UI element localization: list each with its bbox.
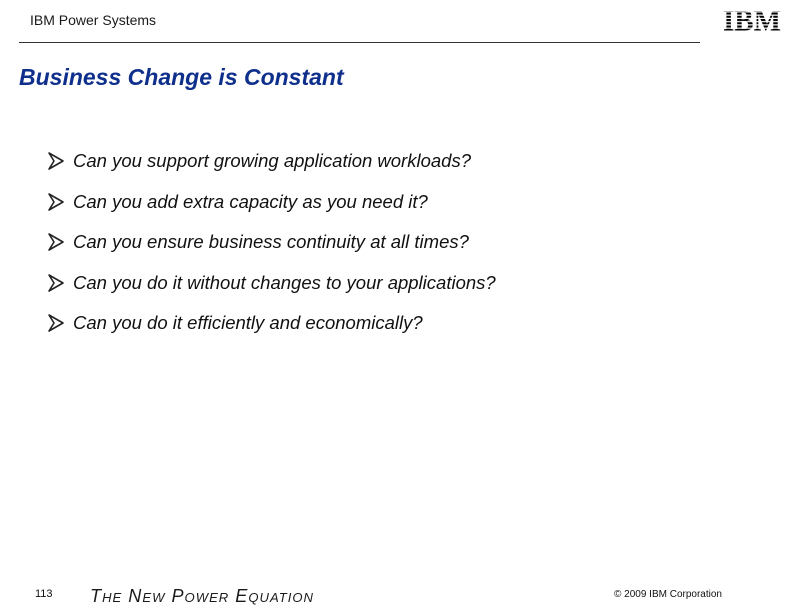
arrowhead-bullet-icon [46, 273, 66, 293]
arrowhead-bullet-icon [46, 313, 66, 333]
page-number: 113 [35, 588, 53, 600]
arrowhead-bullet-icon [46, 192, 66, 212]
arrowhead-bullet-icon [46, 232, 66, 252]
copyright: © 2009 IBM Corporation [614, 589, 722, 600]
ibm-logo-text: IBM [723, 6, 781, 32]
header-rule [19, 42, 700, 43]
bullet-item [46, 310, 496, 351]
bullet-text: Can you do it without changes to your applications? [73, 271, 496, 293]
bullet-text: Can you support growing application workloads? [73, 150, 471, 171]
ibm-logo [722, 6, 782, 32]
arrowhead-bullet-icon [46, 151, 66, 171]
bullet-text: Can you do it efficiently and economically? [73, 312, 423, 333]
bullet-item [46, 270, 496, 311]
bullet-list [46, 148, 496, 351]
bullet-item [46, 229, 496, 270]
header-product-name: IBM Power Systems [30, 12, 157, 28]
bullet-text: Can you ensure business continuity at all times? [73, 231, 469, 252]
bullet-item [46, 189, 496, 230]
tagline-text: The New Power Equation [90, 586, 314, 606]
tagline-wordmark [90, 583, 316, 607]
slide-title: Business Change is Constant [19, 64, 344, 90]
bullet-text: Can you add extra capacity as you need it? [73, 190, 428, 212]
bullet-item [46, 148, 496, 189]
